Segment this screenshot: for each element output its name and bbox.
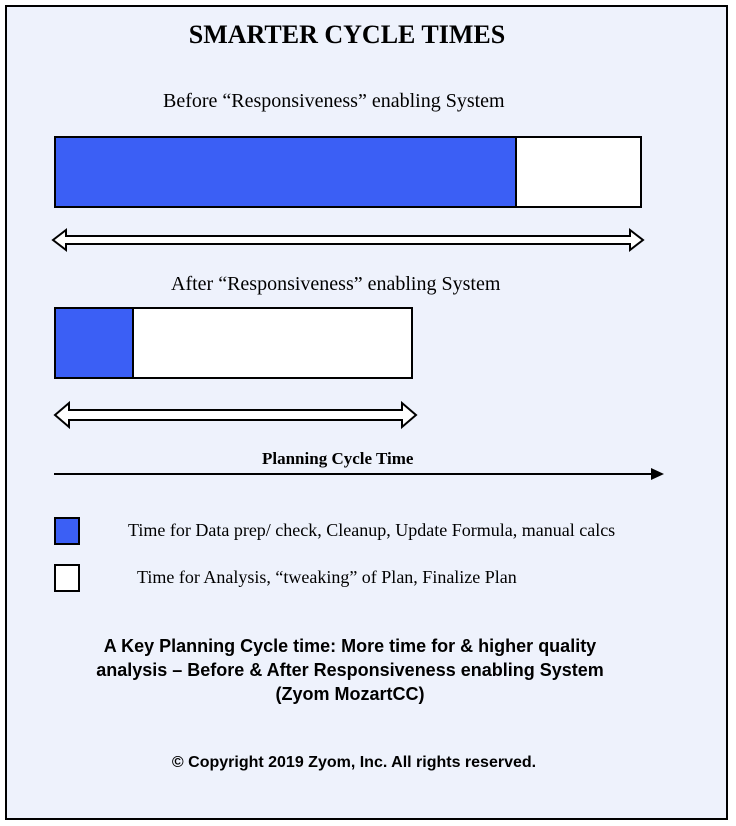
legend-data-prep-swatch [54,517,80,545]
planning-cycle-time-label: Planning Cycle Time [262,449,414,468]
copyright-notice: © Copyright 2019 Zyom, Inc. All rights reserved. [171,754,537,771]
caption [30,634,670,706]
legend-analysis-text: Time for Analysis, “tweaking” of Plan, Finalize Plan [137,567,517,587]
caption-line-3: (Zyom MozartCC) [275,684,425,704]
caption-line-1: A Key Planning Cycle time: More time for & higher quality [103,636,597,656]
after-label: After “Responsiveness” enabling System [171,273,501,295]
legend-data-prep-text: Time for Data prep/ check, Cleanup, Update Formula, manual calcs [128,520,616,540]
before-cycle-length-arrow [50,226,646,254]
after-cycle-length-arrow [52,400,420,430]
before-cycle-bar [54,136,642,208]
caption-line-2: analysis – Before & After Responsiveness enabling System [96,660,604,680]
planning-cycle-time-axis-arrow [54,467,666,481]
diagram-title: SMARTER CYCLE TIMES [188,20,506,49]
legend-analysis-swatch [54,564,80,592]
before-label: Before “Responsiveness” enabling System [163,90,505,112]
after-cycle-bar [54,307,413,379]
after-data-prep-segment [56,309,134,377]
before-data-prep-segment [56,138,517,206]
